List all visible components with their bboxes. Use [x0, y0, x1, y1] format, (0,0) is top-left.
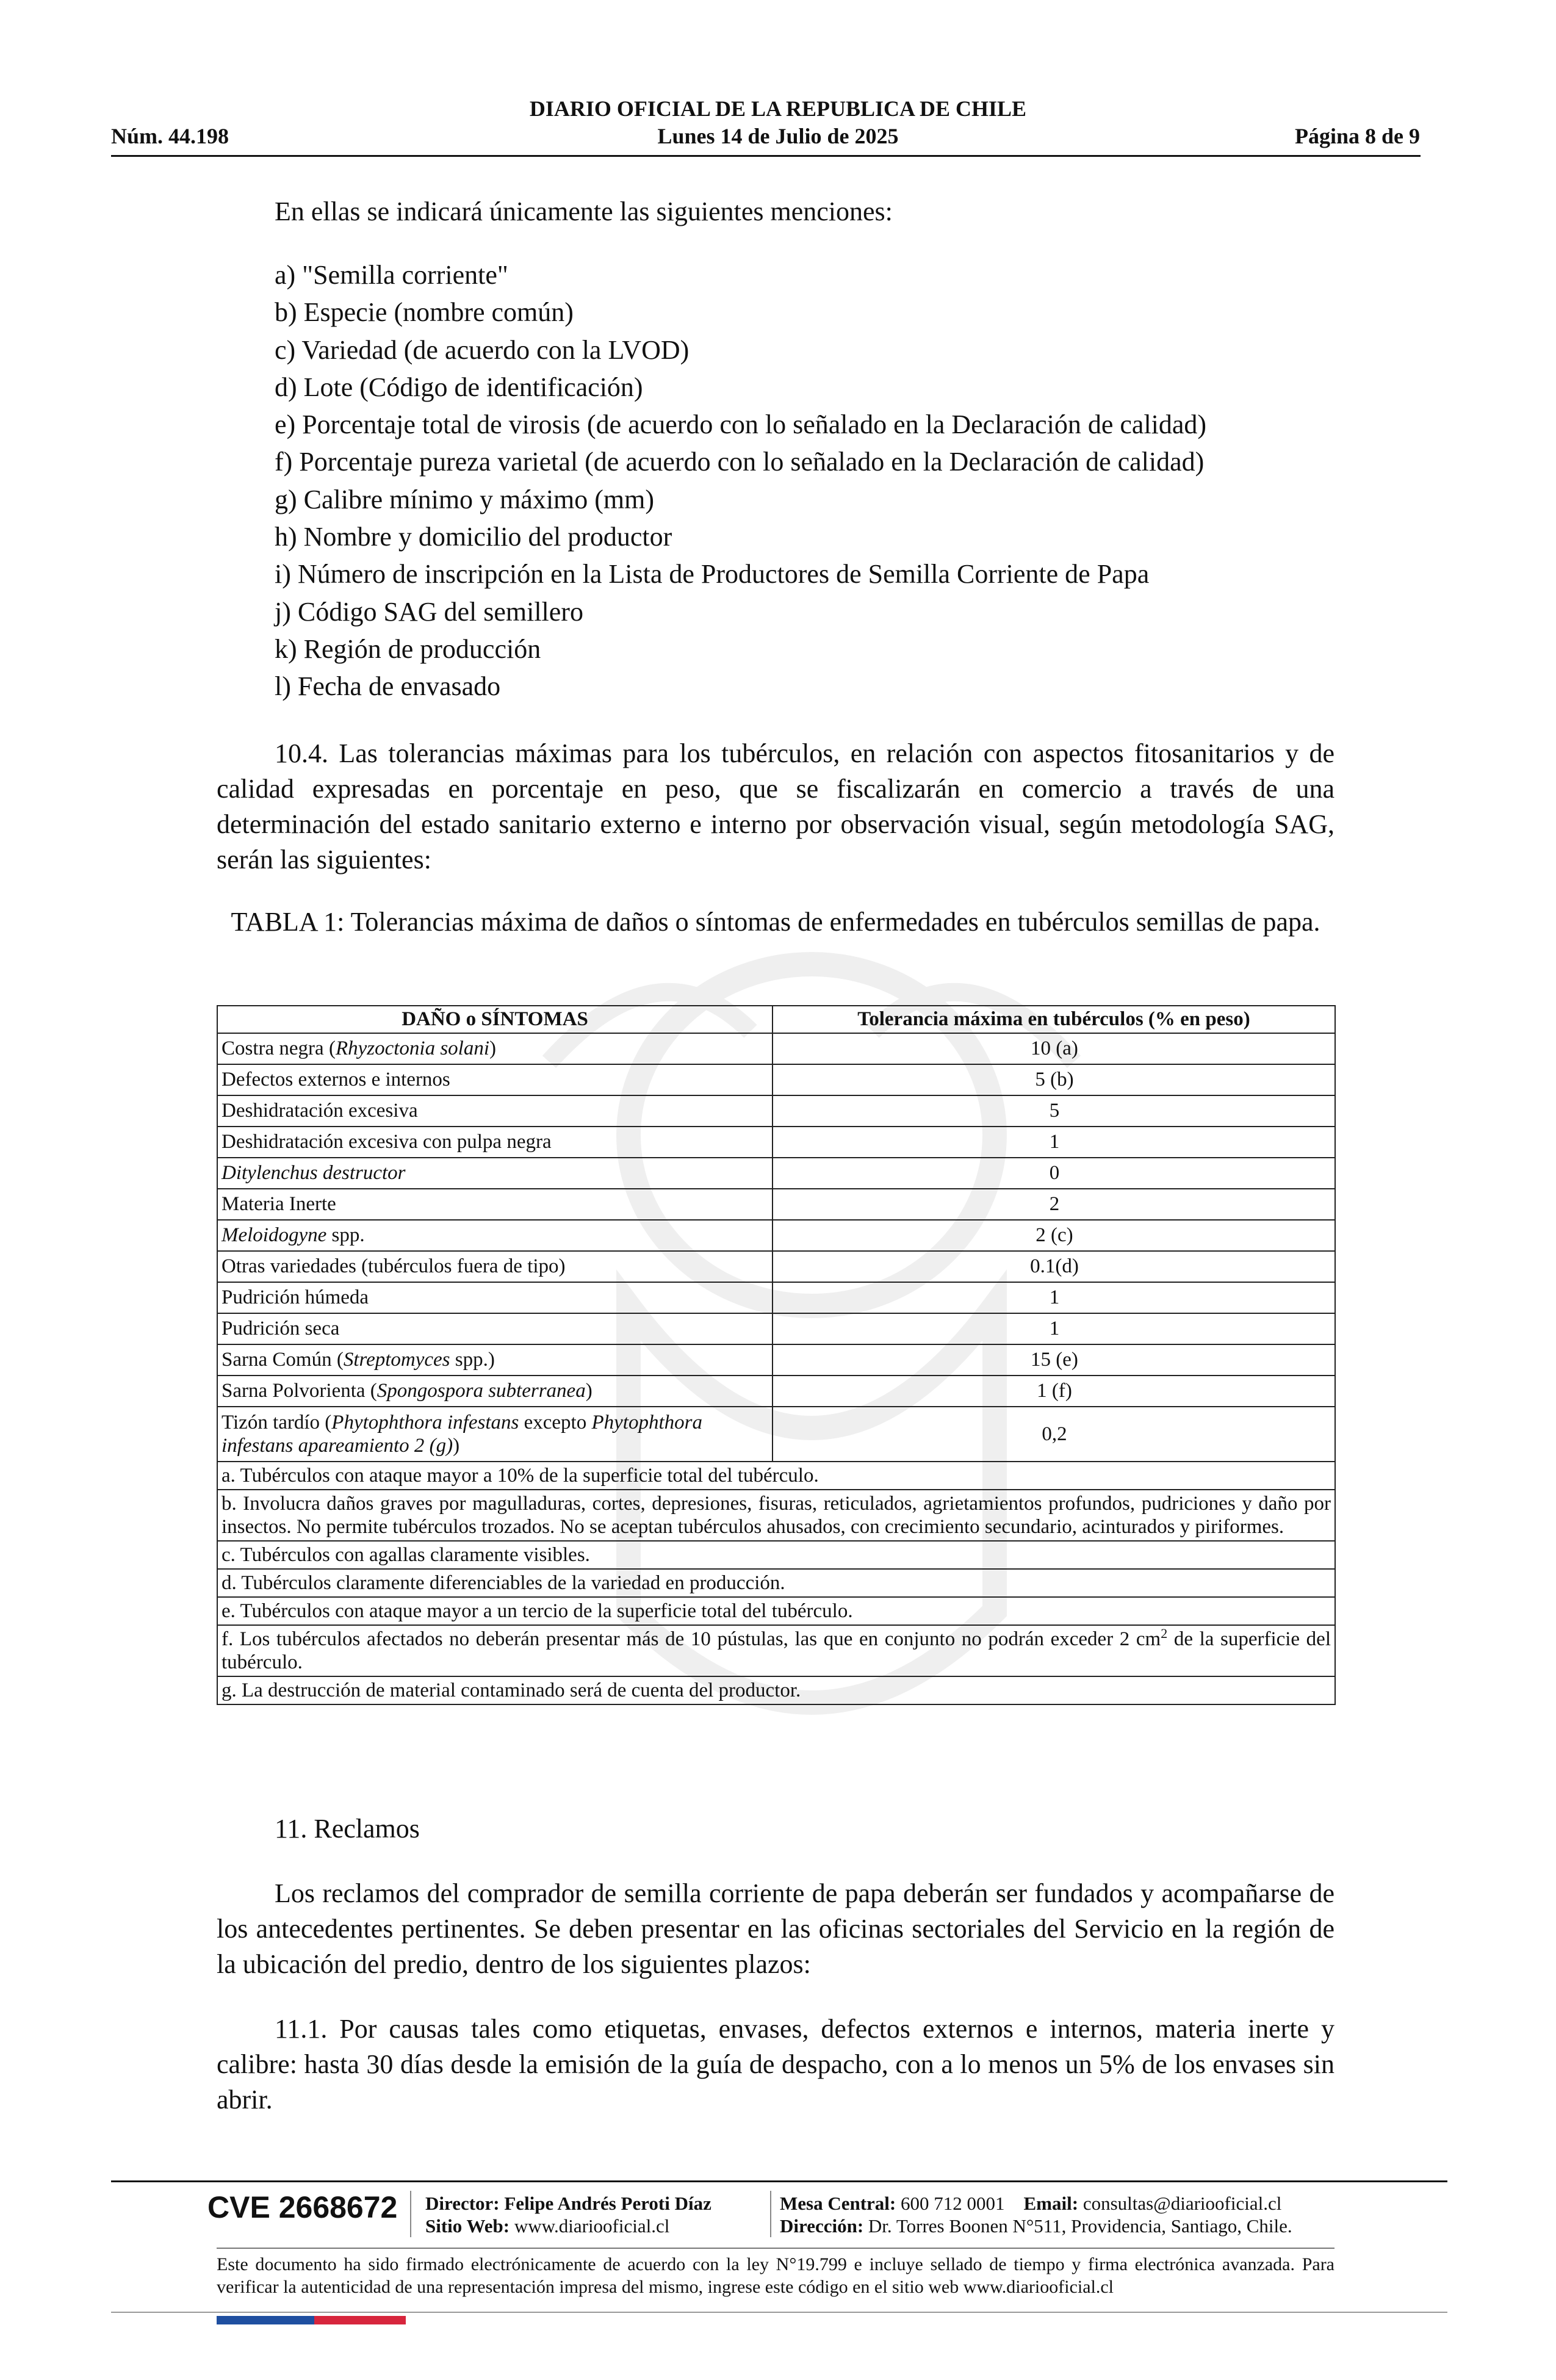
issue-number: Núm. 44.198	[111, 124, 229, 148]
list-item: b) Especie (nombre común)	[275, 297, 574, 328]
table-row	[217, 1407, 1335, 1462]
list-item: j) Código SAG del semillero	[275, 596, 583, 627]
table-row	[217, 1282, 1335, 1313]
table-caption: TABLA 1: Tolerancias máxima de daños o síntomas de enfermedades en tubérculos semillas de papa.	[231, 907, 1320, 937]
tolerance-cell: 1	[773, 1313, 1335, 1344]
table-note: e. Tubérculos con ataque mayor a un tercio de la superficie total del tubérculo.	[217, 1597, 1335, 1625]
table-row	[217, 1127, 1335, 1158]
mentions-list	[275, 256, 1206, 705]
section-11-1-text: 11.1. Por causas tales como etiquetas, envases, defectos externos e internos, materia inerte y calibre: hasta 30 días desde la emisión de la guía de despacho, con a lo menos un 5% de los envases sin abrir.	[217, 2014, 1334, 2115]
publication-title: DIARIO OFICIAL DE LA REPUBLICA DE CHILE	[529, 96, 1027, 121]
legal-notice: Este documento ha sido firmado electrónicamente de acuerdo con la ley N°19.799 e incluye sellado de tiempo y firma electrónica avanzada. Para verificar la autenticidad de una representación impresa del mismo, ingrese este código en el sitio web www.diariooficial.cl	[217, 2254, 1334, 2297]
footer-contact-block: Mesa Central: 600 712 0001 Email: consultas@diariooficial.cl Dirección: Dr. Torres Boonen N°511, Providencia, Santiago, Chile.	[780, 2193, 1292, 2237]
tolerance-cell: 5	[773, 1095, 1335, 1127]
table-row	[217, 1251, 1335, 1282]
intro-text: En ellas se indicará únicamente las siguientes menciones:	[275, 197, 893, 226]
damage-cell: Pudrición seca	[217, 1313, 773, 1344]
footer-separator	[770, 2191, 771, 2237]
table-row	[217, 1344, 1335, 1376]
footer-divider	[111, 2312, 1447, 2313]
tolerance-cell: 10 (a)	[773, 1033, 1335, 1064]
table-notes-row	[217, 1462, 1335, 1490]
damage-cell: Meloidogyne spp.	[217, 1220, 773, 1251]
list-item: d) Lote (Código de identificación)	[275, 372, 643, 402]
table-row	[217, 1220, 1335, 1251]
flag-stripe-blue	[217, 2316, 314, 2324]
table-row	[217, 1064, 1335, 1095]
table-header-row	[217, 1006, 1335, 1033]
table-notes-row	[217, 1625, 1335, 1676]
footer-divider	[217, 2248, 1334, 2249]
column-header-tolerance: Tolerancia máxima en tubérculos (% en peso)	[773, 1006, 1335, 1033]
damage-cell: Deshidratación excesiva	[217, 1095, 773, 1127]
tolerance-table	[217, 1005, 1334, 1705]
footer-separator	[410, 2191, 411, 2237]
damage-cell: Costra negra (Rhyzoctonia solani)	[217, 1033, 773, 1064]
cve-code: CVE 2668672	[207, 2190, 398, 2224]
column-header-damage: DAÑO o SÍNTOMAS	[217, 1006, 773, 1033]
section-10-4	[217, 736, 1334, 878]
footer-director-block: Director: Felipe Andrés Peroti Díaz Sitio Web: www.diariooficial.cl	[425, 2193, 711, 2237]
table-note: d. Tubérculos claramente diferenciables de la variedad en producción.	[217, 1569, 1335, 1597]
tolerance-cell: 5 (b)	[773, 1064, 1335, 1095]
email-link[interactable]: consultas@diariooficial.cl	[1082, 2193, 1282, 2214]
table-note: c. Tubérculos con agallas claramente visibles.	[217, 1541, 1335, 1569]
table-notes-row	[217, 1490, 1335, 1541]
table-notes-row	[217, 1541, 1335, 1569]
list-item: i) Número de inscripción en la Lista de Productores de Semilla Corriente de Papa	[275, 559, 1150, 590]
damage-cell: Sarna Polvorienta (Spongospora subterranea)	[217, 1376, 773, 1407]
section-11	[217, 1876, 1334, 1982]
page-number: Página 8 de 9	[1294, 124, 1420, 148]
list-item: c) Variedad (de acuerdo con la LVOD)	[275, 334, 690, 365]
damage-cell: Ditylenchus destructor	[217, 1158, 773, 1189]
damage-cell: Sarna Común (Streptomyces spp.)	[217, 1344, 773, 1376]
list-item: a) "Semilla corriente"	[275, 260, 508, 290]
table-row	[217, 1158, 1335, 1189]
damage-cell: Materia Inerte	[217, 1189, 773, 1220]
tolerance-cell: 1	[773, 1282, 1335, 1313]
tolerance-cell: 1	[773, 1127, 1335, 1158]
section-11-text: Los reclamos del comprador de semilla corriente de papa deberán ser fundados y acompañarse de los antecedentes pertinentes. Se deben presentar en las oficinas sectoriales del Servicio en la región de la ubicación del predio, dentro de los siguientes plazos:	[217, 1878, 1334, 1979]
table-row	[217, 1033, 1335, 1064]
flag-stripe-red	[314, 2316, 406, 2324]
table-row	[217, 1189, 1335, 1220]
list-item: e) Porcentaje total de virosis (de acuerdo con lo señalado en la Declaración de calidad)	[275, 409, 1207, 440]
list-item: l) Fecha de envasado	[275, 671, 501, 702]
header-divider	[111, 155, 1421, 157]
section-10-4-text: 10.4. Las tolerancias máximas para los tubérculos, en relación con aspectos fitosanitarios y de calidad expresadas en porcentaje en peso, que se fiscalizarán en comercio a través de una determinación del estado sanitario externo e interno por observación visual, según metodología SAG, serán las siguientes:	[217, 738, 1334, 874]
website-link[interactable]: www.diariooficial.cl	[514, 2215, 670, 2237]
tolerance-cell: 2	[773, 1189, 1335, 1220]
table-notes-row	[217, 1597, 1335, 1625]
section-11-1	[217, 2011, 1334, 2118]
table-row	[217, 1095, 1335, 1127]
table-notes-row	[217, 1569, 1335, 1597]
tolerance-cell: 15 (e)	[773, 1344, 1335, 1376]
table-notes-row	[217, 1676, 1335, 1704]
table-row	[217, 1313, 1335, 1344]
footer-divider	[111, 2180, 1447, 2182]
list-item: h) Nombre y domicilio del productor	[275, 522, 672, 552]
tolerance-cell: 0,2	[773, 1407, 1335, 1462]
table-note: f. Los tubérculos afectados no deberán presentar más de 10 pústulas, las que en conjunto no podrán exceder 2 $cm^2$ de la superficie del tubérculo.	[217, 1625, 1335, 1676]
tolerance-cell: 1 (f)	[773, 1376, 1335, 1407]
table-note: g. La destrucción de material contaminado será de cuenta del productor.	[217, 1676, 1335, 1704]
list-item: f) Porcentaje pureza varietal (de acuerdo con lo señalado en la Declaración de calidad)	[275, 447, 1205, 477]
list-item: g) Calibre mínimo y máximo (mm)	[275, 484, 655, 514]
tolerance-cell: 2 (c)	[773, 1220, 1335, 1251]
table-note: a. Tubérculos con ataque mayor a 10% de la superficie total del tubérculo.	[217, 1462, 1335, 1490]
list-item: k) Región de producción	[275, 633, 541, 664]
table-row	[217, 1376, 1335, 1407]
damage-cell: Defectos externos e internos	[217, 1064, 773, 1095]
damage-cell: Deshidratación excesiva con pulpa negra	[217, 1127, 773, 1158]
damage-cell: Pudrición húmeda	[217, 1282, 773, 1313]
damage-cell: Otras variedades (tubérculos fuera de tipo)	[217, 1251, 773, 1282]
tolerance-cell: 0	[773, 1158, 1335, 1189]
tolerance-cell: 0.1(d)	[773, 1251, 1335, 1282]
publication-date: Lunes 14 de Julio de 2025	[657, 124, 899, 148]
section-11-title: 11. Reclamos	[275, 1814, 420, 1844]
damage-cell: Tizón tardío (Phytophthora infestans excepto Phytophthora infestans apareamiento 2 (g))	[217, 1407, 773, 1462]
table-note: b. Involucra daños graves por magulladuras, cortes, depresiones, fisuras, reticulados, agrietamientos profundos, pudriciones y daño por insectos. No permite tubérculos trozados. No se aceptan tubérculos ahusados, con crecimiento secundario, acinturados y piriformes.	[217, 1490, 1335, 1541]
